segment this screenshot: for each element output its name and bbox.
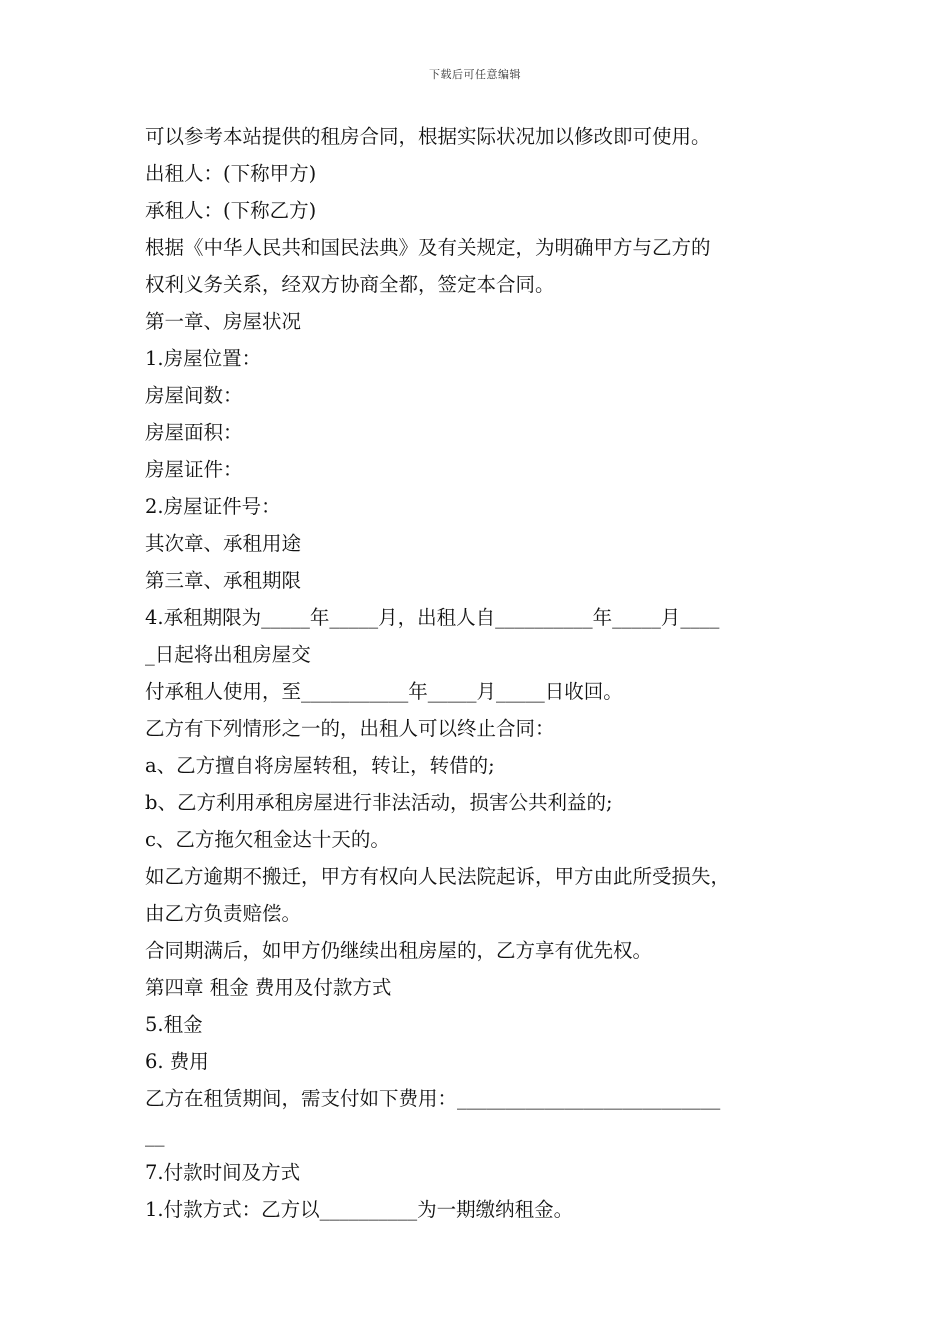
contract-body <box>145 118 815 1228</box>
text-line: 房屋间数： <box>145 384 243 407</box>
text-line: 根据《中华人民共和国民法典》及有关规定，为明确甲方与乙方的 <box>145 236 711 259</box>
list-item: b、乙方利用承租房屋进行非法活动，损害公共利益的; <box>145 791 613 814</box>
text-line: 承租人：(下称乙方) <box>145 199 317 222</box>
chapter-heading: 第一章、房屋状况 <box>145 310 302 333</box>
text-line: 5.租金 <box>145 1013 203 1036</box>
text-line: 出租人：(下称甲方) <box>145 162 317 185</box>
page-header: 下载后可任意编辑 <box>429 68 521 81</box>
text-line: 4.承租期限为_____年_____月，出租人自__________年_____月____ <box>145 606 720 629</box>
text-line: 乙方在租赁期间，需支付如下费用：___________________________ <box>145 1087 721 1110</box>
text-line: 房屋证件： <box>145 458 243 481</box>
text-line: 可以参考本站提供的租房合同，根据实际状况加以修改即可使用。 <box>145 125 711 148</box>
text-line: 权利义务关系，经双方协商全都，签定本合同。 <box>145 273 555 296</box>
text-line: 2.房屋证件号： <box>145 495 281 518</box>
list-item: a、乙方擅自将房屋转租，转让，转借的; <box>145 754 495 777</box>
text-line: 付承租人使用，至___________年_____月_____日收回。 <box>145 680 623 703</box>
list-item: c、乙方拖欠租金达十天的。 <box>145 828 390 851</box>
text-line: 房屋面积： <box>145 421 243 444</box>
chapter-heading: 第三章、承租期限 <box>145 569 302 592</box>
text-line: 合同期满后，如甲方仍继续出租房屋的，乙方享有优先权。 <box>145 939 653 962</box>
text-line: 6. 费用 <box>145 1050 209 1073</box>
text-line: 乙方有下列情形之一的，出租人可以终止合同： <box>145 717 555 740</box>
text-line: 由乙方负责赔偿。 <box>145 902 302 925</box>
text-line: 如乙方逾期不搬迁，甲方有权向人民法院起诉，甲方由此所受损失， <box>145 865 731 888</box>
chapter-heading: 第四章 租金 费用及付款方式 <box>145 976 392 999</box>
text-line: __ <box>145 1124 165 1147</box>
text-line: 7.付款时间及方式 <box>145 1161 301 1184</box>
text-line: _日起将出租房屋交 <box>145 643 311 666</box>
text-line: 1.房屋位置： <box>145 347 262 370</box>
chapter-heading: 其次章、承租用途 <box>145 532 302 555</box>
text-line: 1.付款方式：乙方以__________为一期缴纳租金。 <box>145 1198 574 1221</box>
